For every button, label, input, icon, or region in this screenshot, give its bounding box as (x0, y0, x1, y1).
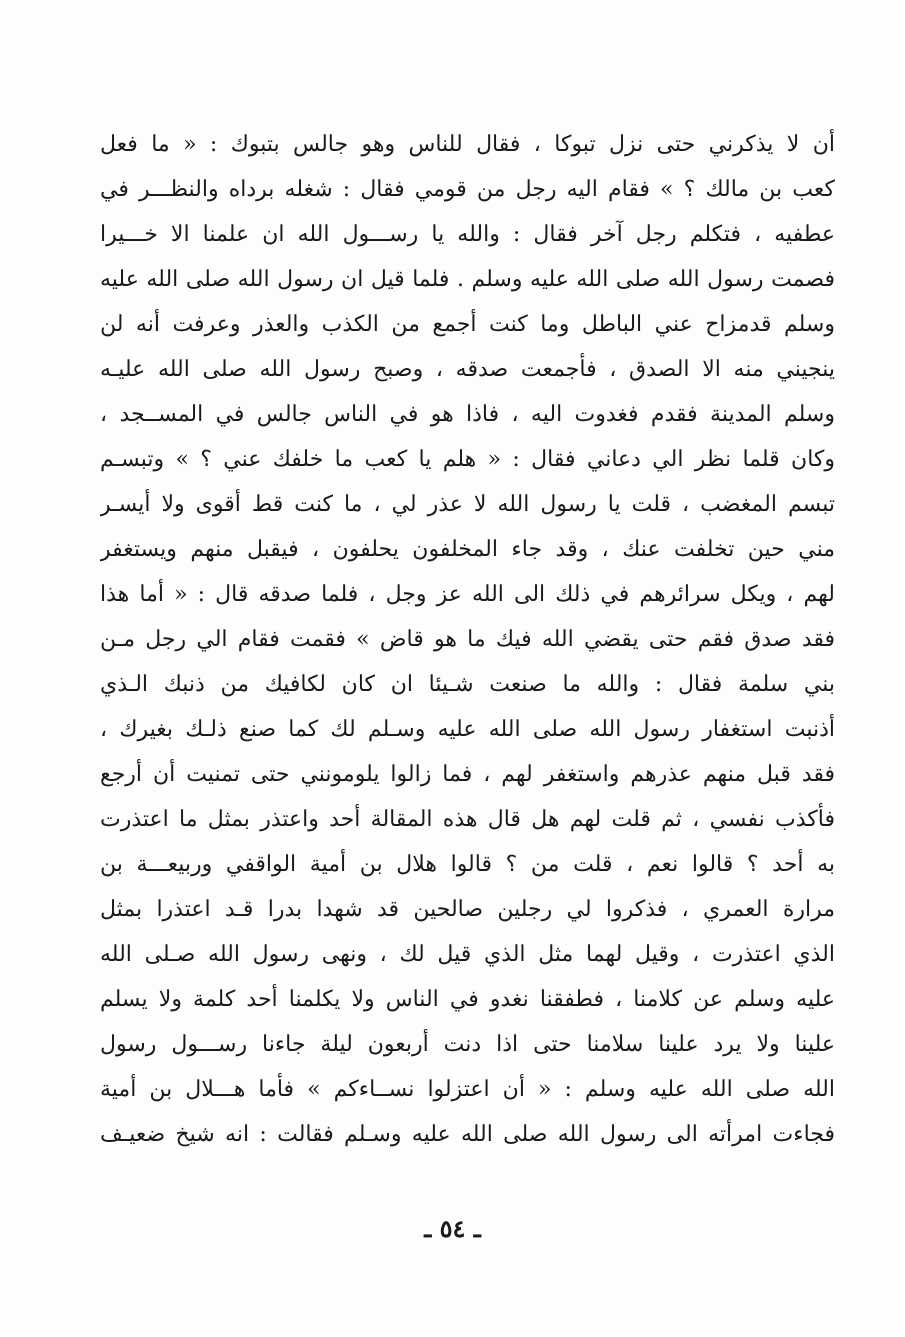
text-line: لهم ، ويكل سرائرهم في ذلك الى الله عز وجل ، فلما صدقه قال : « أما هذا (100, 582, 835, 607)
text-line: فأكذب نفسي ، ثم قلت لهم هل قال هذه المقالة أحد واعتذر بمثل ما اعتذرت (100, 807, 835, 832)
text-line: عطفيه ، فتكلم رجل آخر فقال : والله يا رســـول الله ان علمنا الا خـــيرا (100, 222, 835, 247)
page-body-text (100, 122, 835, 1157)
text-line: به أحد ؟ قالوا نعم ، قلت من ؟ قالوا هلال بن أمية الواقفي وربيعـــة بن (100, 852, 835, 877)
text-line: فصمت رسول الله صلى الله عليه وسلم . فلما قيل ان رسول الله صلى الله عليه (100, 267, 835, 292)
text-line: الله صلى الله عليه وسلم : « أن اعتزلوا نســاءكم » فأما هـــلال بن أمية (100, 1077, 835, 1102)
text-line: عليه وسلم عن كلامنا ، فطفقنا نغدو في الناس ولا يكلمنا أحد كلمة ولا يسلم (100, 987, 835, 1012)
text-line: وسلم قدمزاح عني الباطل وما كنت أجمع من الكذب والعذر وعرفت أنه لن (100, 312, 835, 337)
text-line: وكان قلما نظر الي دعاني فقال : « هلم يا كعب ما خلفك عني ؟ » وتبسـم (100, 447, 835, 472)
text-line: مرارة العمري ، فذكروا لي رجلين صالحين قد شهدا بدرا قـد اعتذرا بمثل (100, 897, 835, 922)
text-line: كعب بن مالك ؟ » فقام اليه رجل من قومي فقال : شغله برداه والنظـــر في (100, 177, 835, 202)
text-line: الذي اعتذرت ، وقيل لهما مثل الذي قيل لك ، ونهى رسول الله صـلى الله (100, 942, 835, 967)
text-line: فقد صدق فقم حتى يقضي الله فيك ما هو قاض » فقمت فقام الي رجل مـن (100, 627, 835, 652)
text-line: فقد قبل منهم عذرهم واستغفر لهم ، فما زالوا يلومونني حتى تمنيت أن أرجع (100, 762, 835, 787)
text-line: ينجيني منه الا الصدق ، فأجمعت صدقه ، وصبح رسول الله صلى الله عليـه (100, 357, 835, 382)
text-line: بني سلمة فقال : والله ما صنعت شـيئا ان كان لكافيك من ذنبك الـذي (100, 672, 835, 697)
page-number: ـ ٥٤ ـ (424, 1214, 481, 1243)
text-line: أذنبت استغفار رسول الله صلى الله عليه وسـلم لك كما صنع ذلـك بغيرك ، (100, 717, 835, 742)
text-line: مني حين تخلفت عنك ، وقد جاء المخلفون يحلفون ، فيقبل منهم ويستغفر (100, 537, 835, 562)
text-line: فجاءت امرأته الى رسول الله صلى الله عليه وسـلم فقالت : انه شيخ ضعيـف (100, 1122, 835, 1147)
text-line: أن لا يذكرني حتى نزل تبوكا ، فقال للناس وهو جالس بتبوك : « ما فعل (100, 132, 835, 157)
text-line: وسلم المدينة فقدم فغدوت اليه ، فاذا هو في الناس جالس في المســجد ، (100, 402, 835, 427)
text-line: علينا ولا يرد علينا سلامنا حتى اذا دنت أربعون ليلة جاءنا رســـول رسول (100, 1032, 835, 1057)
text-line: تبسم المغضب ، قلت يا رسول الله لا عذر لي ، ما كنت قط أقوى ولا أيسـر (100, 492, 835, 517)
